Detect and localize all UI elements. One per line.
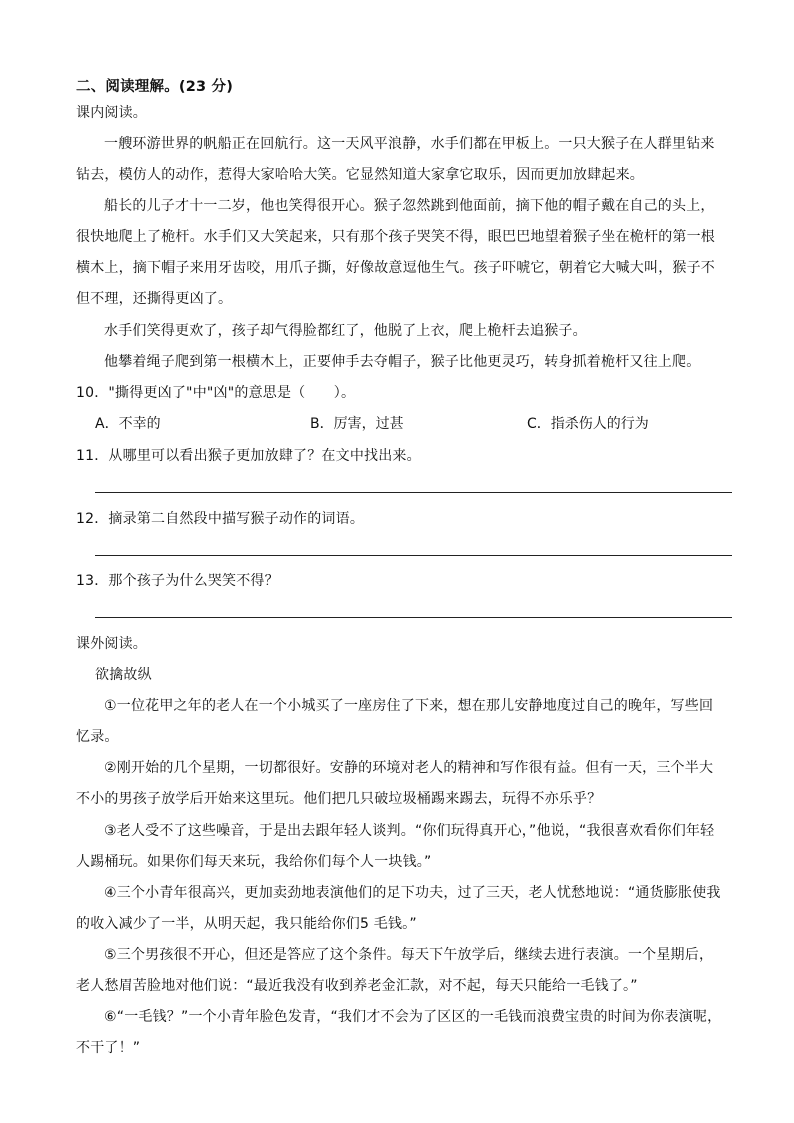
passage-line: 但不理，还撕得更凶了。 <box>76 291 233 307</box>
q10-option-b[interactable]: B．厉害，过甚 <box>310 416 404 432</box>
story-line: 不小的男孩子放学后开始来这里玩。他们把几只破垃圾桶踢来踢去，玩得不亦乐乎？ <box>76 791 602 807</box>
section-heading: 二、阅读理解。(23 分) <box>76 79 234 95</box>
story-line: 人踢桶玩。如果你们每天来玩，我给你们每个人一块钱。” <box>76 854 432 870</box>
story-line: ②刚开始的几个星期，一切都很好。安静的环境对老人的精神和写作很有益。但有一天，三个半大 <box>104 760 714 776</box>
question-10: 10．"撕得更凶了"中"凶"的意思是（ ）。 <box>76 385 356 401</box>
question-12: 12．摘录第二自然段中描写猴子动作的词语。 <box>76 511 365 527</box>
story-line: 忆录。 <box>76 729 119 745</box>
q12-answer-line[interactable] <box>95 555 732 556</box>
passage-line: 横木上，摘下帽子来用牙齿咬，用爪子撕，好像故意逗他生气。孩子吓唬它，朝着它大喊大叫，猴子不 <box>76 260 715 276</box>
q11-answer-line[interactable] <box>95 492 732 493</box>
outclass-reading-label: 课外阅读。 <box>76 636 147 652</box>
story-title: 欲擒故纵 <box>95 667 152 683</box>
q10-option-c[interactable]: C．指杀伤人的行为 <box>527 416 649 432</box>
story-line: ①一位花甲之年的老人在一个小城买了一座房住了下来，想在那儿安静地度过自己的晚年，写些回 <box>104 698 714 714</box>
story-line: 的收入减少了一半，从明天起，我只能给你们5 毛钱。” <box>76 916 417 932</box>
passage-line: 水手们笑得更欢了，孩子却气得脸都红了，他脱了上衣，爬上桅杆去追猴子。 <box>104 323 587 339</box>
passage-line: 很快地爬上了桅杆。水手们又大笑起来，只有那个孩子哭笑不得，眼巴巴地望着猴子坐在桅杆的第一根 <box>76 229 715 245</box>
story-line: ⑤三个男孩很不开心，但还是答应了这个条件。每天下午放学后，继续去进行表演。一个星期后， <box>104 947 714 963</box>
question-13: 13．那个孩子为什么哭笑不得？ <box>76 573 279 589</box>
question-11: 11．从哪里可以看出猴子更加放肆了？在文中找出来。 <box>76 448 421 464</box>
inclass-reading-label: 课内阅读。 <box>76 105 147 121</box>
q10-option-a[interactable]: A．不幸的 <box>95 416 161 432</box>
passage-line: 钻去，模仿人的动作，惹得大家哈哈大笑。它显然知道大家拿它取乐，因而更加放肆起来。 <box>76 167 644 183</box>
passage-line: 船长的儿子才十一二岁，他也笑得很开心。猴子忽然跳到他面前，摘下他的帽子戴在自己的头上， <box>104 198 715 214</box>
story-line: ③老人受不了这些噪音，于是出去跟年轻人谈判。“你们玩得真开心，”他说，“我很喜欢看你们年轻 <box>104 823 715 839</box>
story-line: 不干了！” <box>76 1040 141 1056</box>
story-line: 老人愁眉苦脸地对他们说：“最近我没有收到养老金汇款，对不起，每天只能给一毛钱了。” <box>76 978 638 994</box>
story-line: ⑥“一毛钱？”一个小青年脸色发青，“我们才不会为了区区的一毛钱而浪费宝贵的时间为你表演呢， <box>104 1009 722 1025</box>
passage-line: 一艘环游世界的帆船正在回航行。这一天风平浪静，水手们都在甲板上。一只大猴子在人群里钻来 <box>104 136 715 152</box>
story-line: ④三个小青年很高兴，更加卖劲地表演他们的足下功夫，过了三天，老人忧愁地说：“通货膨胀使我 <box>104 885 721 901</box>
q13-answer-line[interactable] <box>95 617 732 618</box>
passage-line: 他攀着绳子爬到第一根横木上，正要伸手去夺帽子，猴子比他更灵巧，转身抓着桅杆又往上爬。 <box>104 354 701 370</box>
